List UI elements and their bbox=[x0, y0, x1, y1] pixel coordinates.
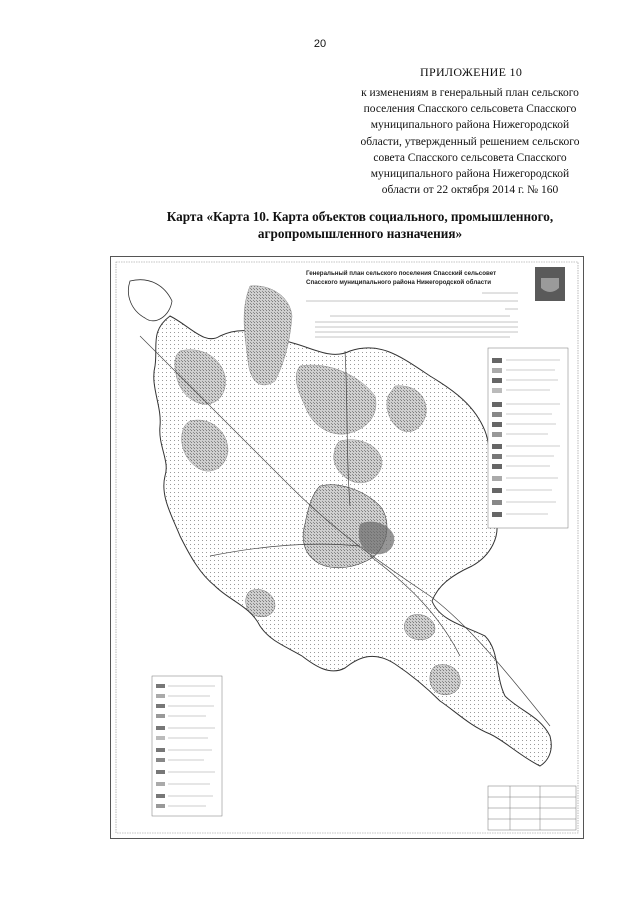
map-title-line: Спасского муниципального района Нижегородской области bbox=[306, 279, 491, 286]
appendix-line: области, утвержденный решением сельского bbox=[360, 135, 580, 148]
map-heading bbox=[80, 208, 640, 242]
map-heading-line: агропромышленного назначения» bbox=[257, 226, 463, 241]
map-title-line: Генеральный план сельского поселения Спасский сельсовет bbox=[306, 270, 497, 277]
appendix-line: муниципального района Нижегородской bbox=[370, 168, 570, 181]
appendix-line: области от 22 октября 2014 г. № 160 bbox=[381, 184, 559, 197]
map-heading-line: Карта «Карта 10. Карта объектов социального, промышленного, bbox=[166, 209, 554, 224]
appendix-line: к изменениям в генеральный план сельского bbox=[361, 87, 579, 99]
appendix-line: поселения Спасского сельсовета Спасского bbox=[363, 103, 577, 116]
legend-bottom-left bbox=[152, 676, 222, 816]
page-number: 20 bbox=[313, 38, 327, 50]
appendix-description bbox=[330, 85, 610, 198]
appendix-line: муниципального района Нижегородской bbox=[370, 119, 570, 132]
appendix-line: совета Спасского сельсовета Спасского bbox=[373, 151, 567, 164]
map-drawing bbox=[110, 256, 584, 839]
appendix-title: ПРИЛОЖЕНИЕ 10 bbox=[420, 65, 523, 79]
map-image bbox=[110, 256, 584, 839]
legend-right bbox=[488, 348, 568, 528]
